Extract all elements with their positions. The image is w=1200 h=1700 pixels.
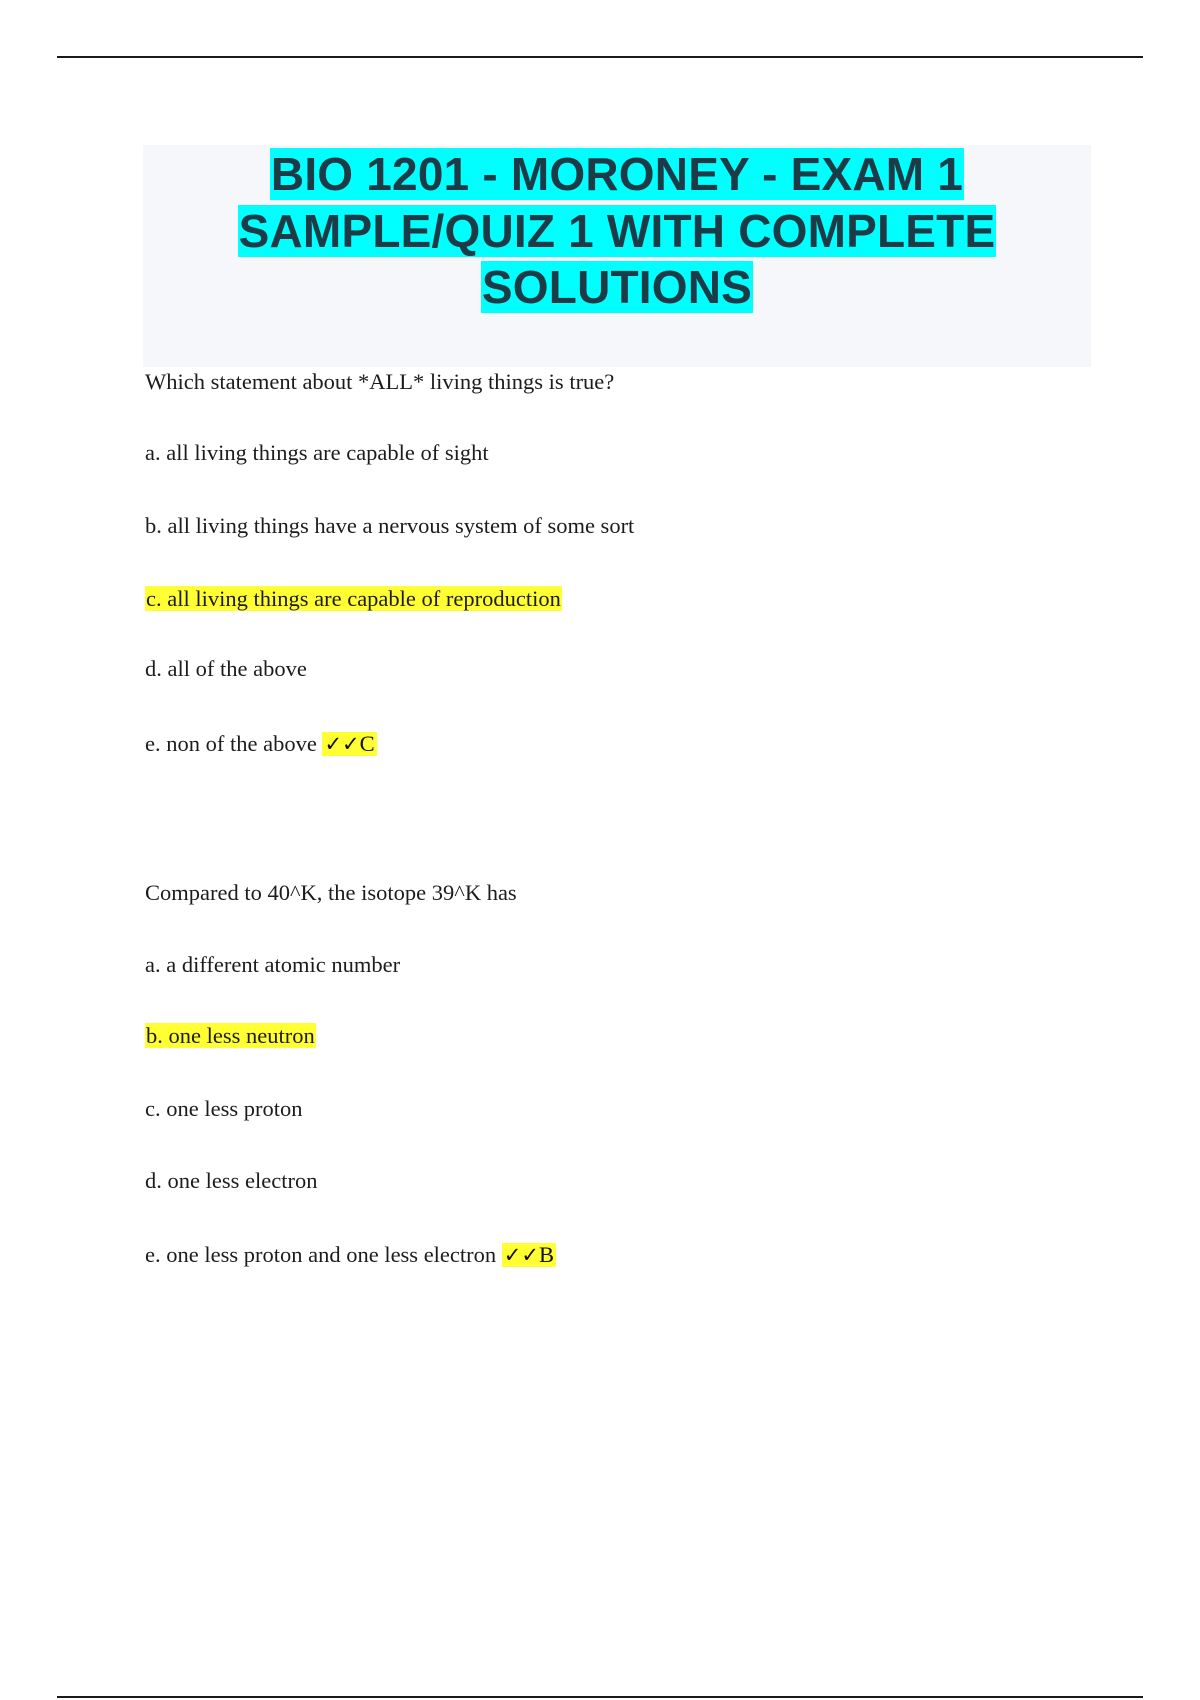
title-block bbox=[143, 145, 1091, 367]
question-2-answer-letter: B bbox=[538, 1242, 554, 1267]
question-1-option-c bbox=[145, 584, 562, 614]
question-1-answer-badge bbox=[322, 732, 376, 756]
question-2-option-e: e. one less proton and one less electron bbox=[145, 1242, 497, 1267]
question-2-option-c: c. one less proton bbox=[145, 1096, 303, 1121]
question-1-answer-letter: C bbox=[359, 731, 375, 756]
question-2-option-b bbox=[145, 1021, 316, 1051]
title-line-1: BIO 1201 - MORONEY - EXAM 1 bbox=[270, 148, 964, 200]
question-1-correct-option: c. all living things are capable of reproduction bbox=[146, 586, 561, 611]
question-2-correct-option: b. one less neutron bbox=[146, 1023, 315, 1048]
title-line-2: SAMPLE/QUIZ 1 WITH COMPLETE bbox=[238, 204, 996, 257]
question-1-option-d: d. all of the above bbox=[145, 656, 307, 681]
double-checkmark-icon: ✓✓ bbox=[324, 732, 360, 756]
bottom-divider bbox=[57, 1696, 1143, 1698]
question-2-option-a: a. a different atomic number bbox=[145, 952, 401, 977]
question-2-answer-badge bbox=[502, 1243, 556, 1267]
question-1-option-a: a. all living things are capable of sight bbox=[145, 440, 489, 465]
document-title bbox=[143, 145, 1091, 316]
question-2-option-d: d. one less electron bbox=[145, 1168, 318, 1193]
question-2-prompt: Compared to 40^K, the isotope 39^K has bbox=[145, 880, 517, 905]
top-divider bbox=[57, 56, 1143, 58]
question-2-option-e-row bbox=[145, 1240, 556, 1270]
question-1-option-e: e. non of the above bbox=[145, 731, 317, 756]
question-1-option-b: b. all living things have a nervous system of some sort bbox=[145, 513, 635, 538]
double-checkmark-icon: ✓✓ bbox=[503, 1243, 539, 1267]
question-1-option-e-row bbox=[145, 729, 377, 759]
question-1-prompt: Which statement about *ALL* living things is true? bbox=[145, 369, 615, 394]
title-line-3: SOLUTIONS bbox=[481, 261, 753, 313]
